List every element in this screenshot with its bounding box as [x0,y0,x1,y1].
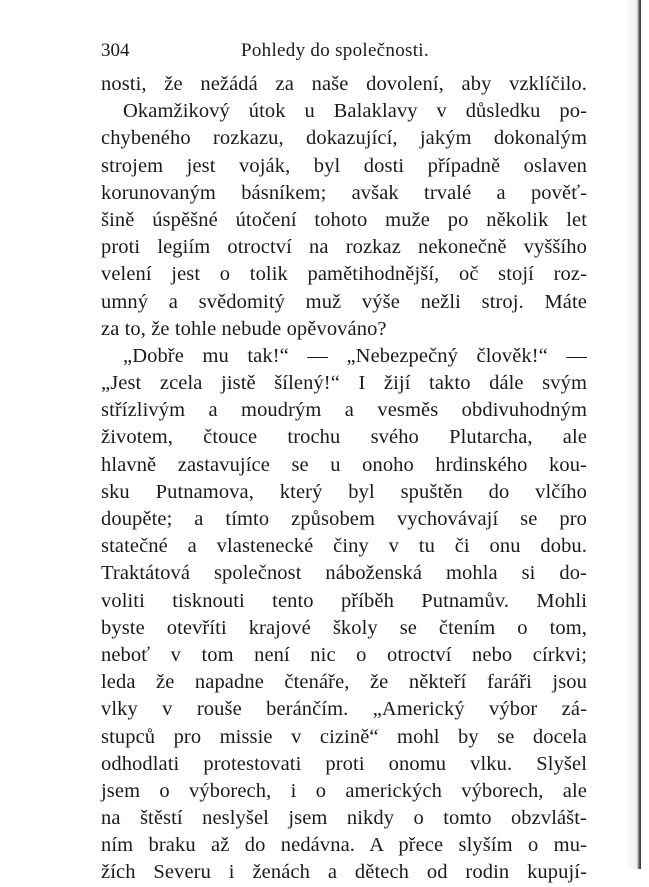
text-line: voliti tisknouti tento příběh Putnamův. Mohli [101,589,587,612]
text-line: stupců pro missie v cizině“ mohl by se docela [101,725,587,748]
page-number: 304 [101,40,130,61]
text-line: doupěte; a tímto způsobem vychovávají se pro [101,508,587,530]
text-line: střízlivým a moudrým a vesměs obdivuhodným [101,399,587,422]
text-line: ním braku až do nedávna. A přece slyším o mu- [101,834,587,857]
text-line: nosti, že nežádá za naše dovolení, aby vzklíčilo. [101,73,587,95]
running-title: Pohledy do společnosti. [241,40,429,61]
page-gutter-shadow [625,0,635,869]
text-line: chybeného rozkazu, dokazující, jakým dokonalým [101,127,587,150]
page-edge-shadow [635,0,641,869]
text-line: vlky v rouše beránčím. „Americký výbor zá- [101,698,587,721]
text-line: na štěstí neslyšel jsem nikdy o tomto obzvlášt- [101,807,587,830]
running-head [101,40,587,66]
text-line: životem, čtouce trochu svého Plutarcha, ale [101,426,587,449]
text-line: statečné a vlastenecké činy v tu či onu dobu. [101,535,587,558]
text-line: neboť v tom není nic o otroctví nebo církvi; [101,643,587,666]
text-line: velení jest o tolik pamětihodnější, oč stojí roz- [101,263,587,286]
text-line: jsem o výborech, i o amerických výborech, ale [101,779,587,802]
text-line: Traktátová společnost náboženská mohla si do- [101,562,587,585]
text-line: „Jest zcela jistě šílený!“ I žijí takto dále svým [101,372,587,395]
text-line: odhodlati protestovati proti onomu vlku. Slyšel [101,752,587,775]
text-line: proti legiím otroctví na rozkaz nekonečně vyššího [101,236,587,259]
text-line: hlavně zastavujíce se u onoho hrdinského kou- [101,453,587,476]
text-line: „Dobře mu tak!“ — „Nebezpečný člověk!“ — [123,344,587,367]
text-line: umný a svědomitý muž výše nežli stroj. Máte [101,290,587,313]
text-line: šině úspěšné útočení tohoto muže po několik let [101,208,587,231]
text-line: sku Putnamova, který byl spuštěn do vlčího [101,480,587,503]
text-line: za to, že tohle nebude opěvováno? [101,317,387,340]
body-text [101,71,587,887]
text-line: žích Severu i ženách a dětech od rodin kupují- [101,861,587,884]
text-line: strojem jest voják, byl dosti případně oslaven [101,154,587,177]
text-line: Okamžikový útok u Balaklavy v důsledku po- [123,100,587,123]
text-line: byste otevříti krajové školy se čtením o tom, [101,616,587,639]
text-line: leda že napadne čtenáře, že někteří faráři jsou [101,671,587,694]
text-line: korunovaným básníkem; avšak trvalé a pověť- [101,181,587,204]
